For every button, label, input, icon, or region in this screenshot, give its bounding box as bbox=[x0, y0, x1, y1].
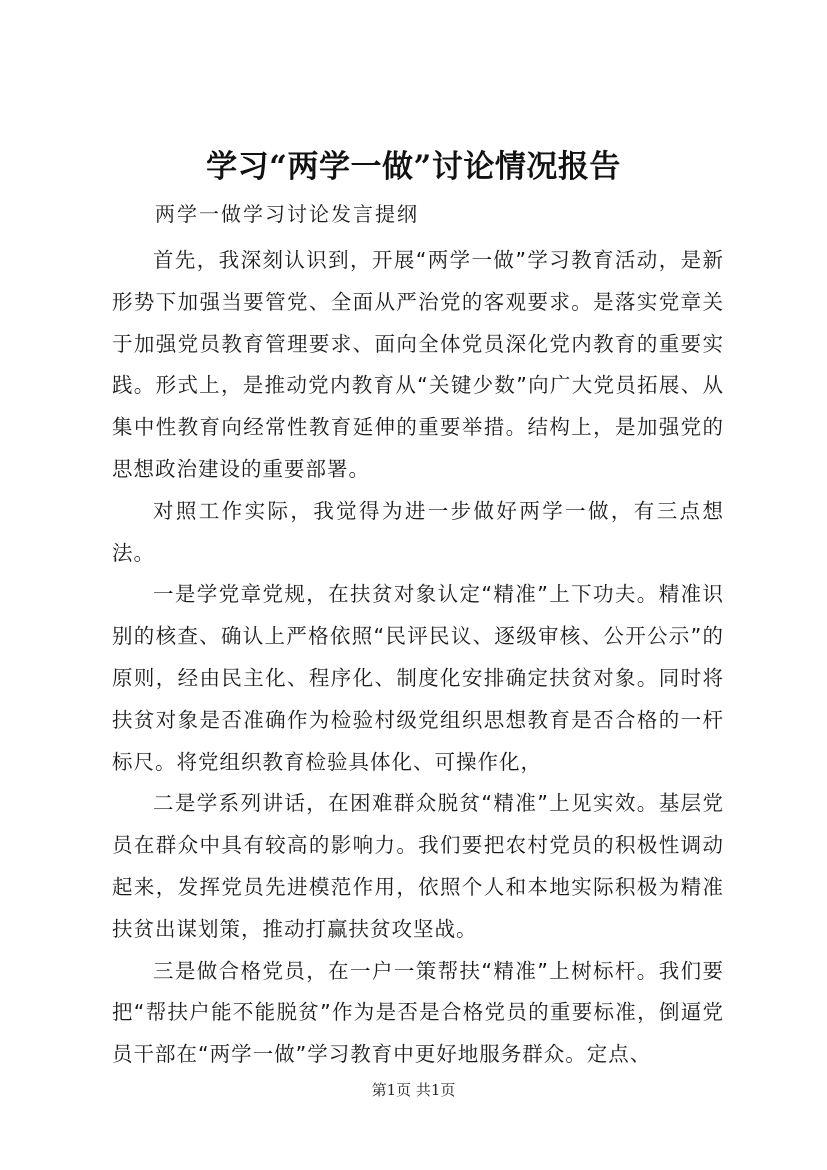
paragraph-point-three: 三是做合格党员，在一户一策帮扶“精准”上树标杆。我们要把“帮扶户能不能脱贫”作为是否是合格党员的重要标准，倒逼党员干部在“两学一做”学习教育中更好地服务群众。定点、 bbox=[112, 958, 724, 1067]
page-footer: 第1页 共1页 bbox=[371, 1081, 456, 1099]
paragraph-intro: 首先，我深刻认识到，开展“两学一做”学习教育活动，是新形势下加强当要管党、全面从严治党的客观要求。是落实党章关于加强党员教育管理要求、面向全体党员深化党内教育的重要实践。形式上，是推动党内教育从“关键少数”向广大党员拓展、从集中性教育向经常性教育延伸的重要举措。结构上，是加强党的思想政治建设的重要部署。 bbox=[112, 248, 724, 481]
document-title: 学习“两学一做”讨论情况报告 bbox=[206, 149, 621, 185]
paragraph-point-one: 一是学党章党规，在扶贫对象认定“精准”上下功夫。精准识别的核查、确认上严格依照“民评民议、逐级审核、公开公示”的原则，经由民主化、程序化、制度化安排确定扶贫对象。同时将扶贫对象是否准确作为检验村级党组织思想教育是否合格的一杆标尺。将党组织教育检验具体化、可操作化， bbox=[112, 582, 724, 774]
document-subtitle: 两学一做学习讨论发言提纲 bbox=[155, 202, 419, 226]
paragraph-thoughts: 对照工作实际，我觉得为进一步做好两学一做，有三点想法。 bbox=[112, 498, 724, 565]
paragraph-point-two: 二是学系列讲话，在困难群众脱贫“精准”上见实效。基层党员在群众中具有较高的影响力。我们要把农村党员的积极性调动起来，发挥党员先进模范作用，依照个人和本地实际积极为精准扶贫出谋划策，推动打赢扶贫攻坚战。 bbox=[112, 791, 724, 941]
document-body bbox=[112, 240, 724, 1076]
